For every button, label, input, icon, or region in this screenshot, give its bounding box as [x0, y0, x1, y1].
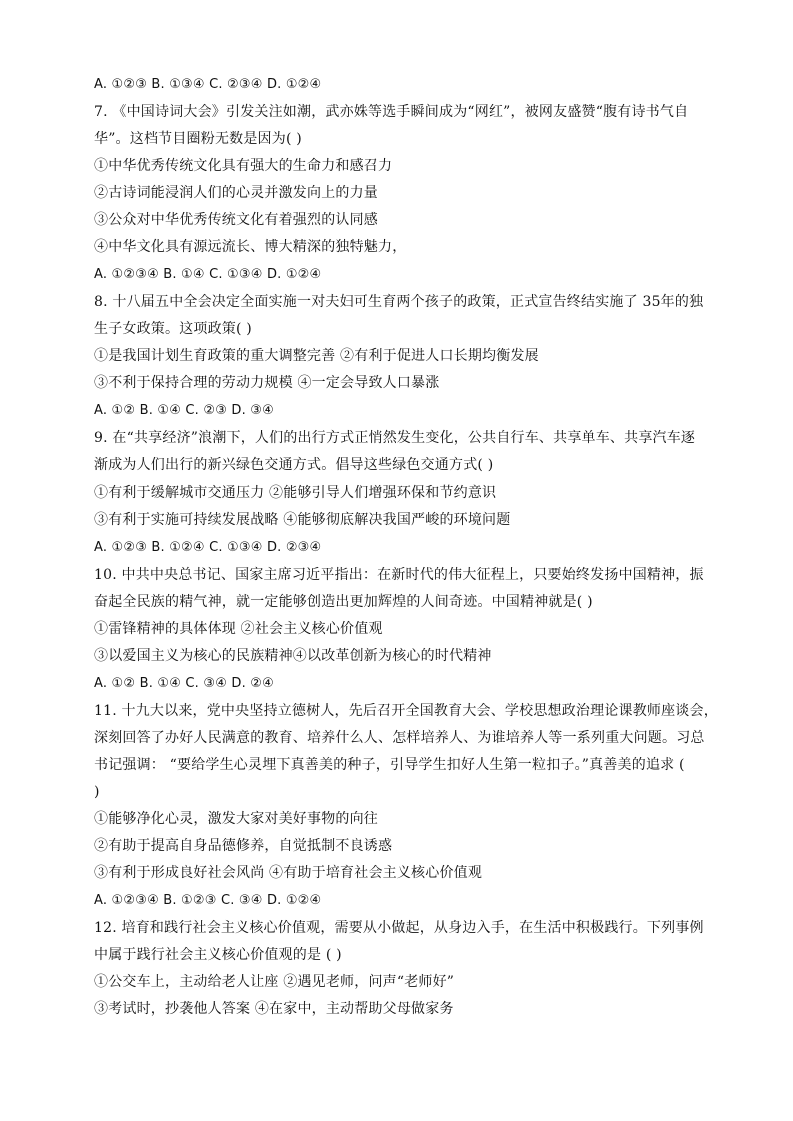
q11-statement-2: ②有助于提高自身品德修养，自觉抵制不良诱惑	[94, 838, 393, 854]
q11-stem-line-1: 11. 十九大以来，党中央坚持立德树人，先后召开全国教育大会、学校思想政治理论课教师座谈会，	[94, 703, 718, 719]
q8-stem-line-2: 生子女政策。这项政策( )	[94, 321, 252, 337]
q11-options: A. ①②③④ B. ①②③ C. ③④ D. ①②④	[94, 893, 322, 908]
q7-statement-1: ①中华优秀传统文化具有强大的生命力和感召力	[94, 158, 393, 174]
q9-stem-line-2: 渐成为人们出行的新兴绿色交通方式。倡导这些绿色交通方式( )	[94, 457, 494, 473]
q8-statements-3-4: ③不利于保持合理的劳动力规模 ④一定会导致人口暴涨	[94, 375, 440, 391]
q7-statement-4: ④中华文化具有源远流长、博大精深的独特魅力，	[94, 239, 407, 255]
q12-stem-line-1: 12. 培育和践行社会主义核心价值观，需要从小做起，从身边入手，在生活中积极践行。下列事例	[94, 920, 704, 936]
q7-stem-line-1: 7. 《中国诗词大会》引发关注如潮，武亦姝等选手瞬间成为“网红”，被网友盛赞“腹有诗书气自	[94, 104, 689, 120]
q9-options: A. ①②③ B. ①②④ C. ①③④ D. ②③④	[94, 540, 322, 555]
q11-statements-3-4: ③有利于形成良好社会风尚 ④有助于培育社会主义核心价值观	[94, 865, 483, 881]
q11-stem-line-4: )	[94, 784, 100, 800]
q9-statements-3-4: ③有利于实施可持续发展战略 ④能够彻底解决我国严峻的环境问题	[94, 512, 511, 528]
q8-stem-line-1: 8. 十八届五中全会决定全面实施一对夫妇可生育两个孩子的政策，正式宣告终结实施了 35年的独	[94, 294, 704, 310]
q10-statements-1-2: ①雷锋精神的具体体现 ②社会主义核心价值观	[94, 621, 383, 637]
q11-stem-line-3: 书记强调： “要给学生心灵埋下真善美的种子，引导学生扣好人生第一粒扣子。”真善美的追求 (	[94, 757, 685, 773]
q12-statements-1-2: ①公交车上，主动给老人让座 ②遇见老师，问声“老师好”	[94, 974, 455, 990]
q9-stem-line-1: 9. 在“共享经济”浪潮下，人们的出行方式正悄然发生变化，公共自行车、共享单车、共享汽车逐	[94, 430, 696, 446]
q11-statement-1: ①能够净化心灵，激发大家对美好事物的向往	[94, 811, 378, 827]
q7-statement-2: ②古诗词能浸润人们的心灵并激发向上的力量	[94, 185, 378, 201]
q12-statements-3-4: ③考试时，抄袭他人答案 ④在家中，主动帮助父母做家务	[94, 1001, 454, 1017]
q7-options: A. ①②③④ B. ①④ C. ①③④ D. ①②④	[94, 267, 322, 282]
q8-statements-1-2: ①是我国计划生育政策的重大调整完善 ②有利于促进人口长期均衡发展	[94, 348, 539, 364]
q10-statements-3-4: ③以爱国主义为核心的民族精神④以改革创新为核心的时代精神	[94, 648, 492, 664]
q7-stem-line-2: 华”。这档节目圈粉无数是因为( )	[94, 131, 302, 147]
q9-statements-1-2: ①有利于缓解城市交通压力 ②能够引导人们增强环保和节约意识	[94, 485, 497, 501]
q10-stem-line-1: 10. 中共中央总书记、国家主席习近平指出：在新时代的伟大征程上，只要始终发扬中国精神，振	[94, 567, 704, 583]
q10-options: A. ①② B. ①④ C. ③④ D. ②④	[94, 676, 274, 691]
q8-options: A. ①② B. ①④ C. ②③ D. ③④	[94, 403, 274, 418]
q7-statement-3: ③公众对中华优秀传统文化有着强烈的认同感	[94, 212, 378, 228]
q12-stem-line-2: 中属于践行社会主义核心价值观的是 ( )	[94, 947, 342, 963]
q10-stem-line-2: 奋起全民族的精气神，就一定能够创造出更加辉煌的人间奇迹。中国精神就是( )	[94, 594, 593, 610]
q6-options: A. ①②③ B. ①③④ C. ②③④ D. ①②④	[94, 77, 322, 92]
q11-stem-line-2: 深刻回答了办好人民满意的教育、培养什么人、怎样培养人、为谁培养人等一系列重大问题。习总	[94, 730, 705, 746]
